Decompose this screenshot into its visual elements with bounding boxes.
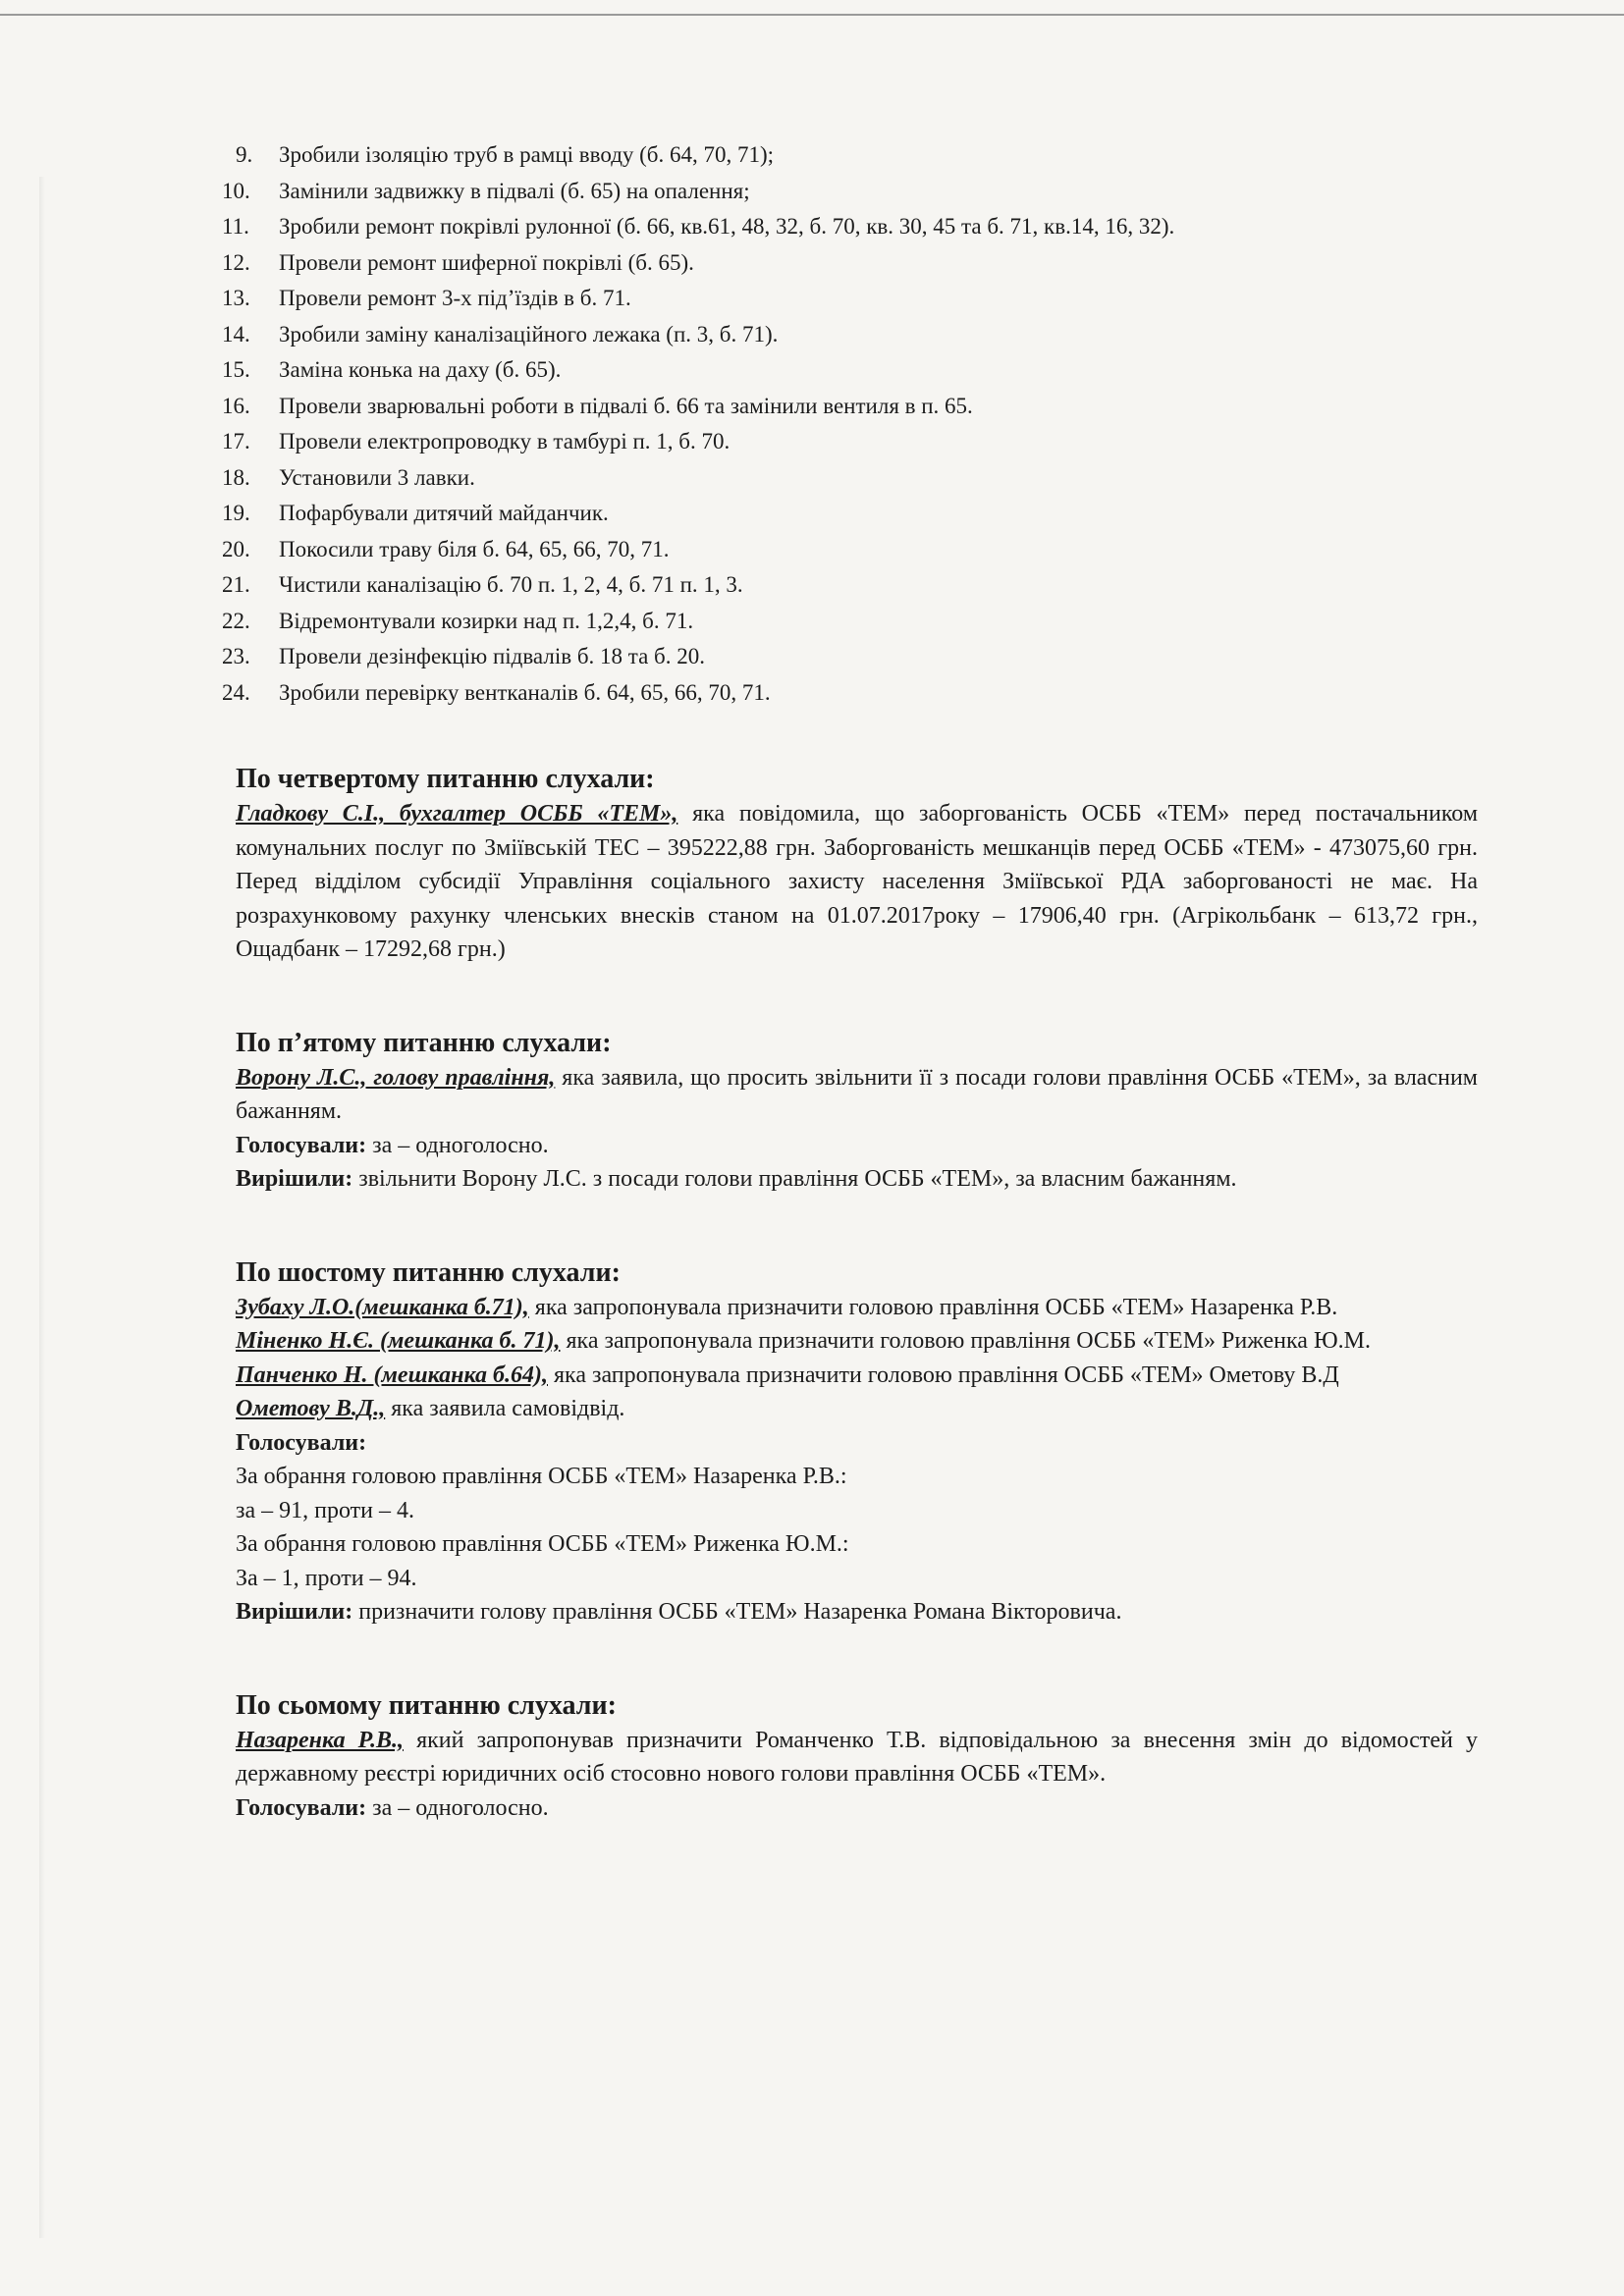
works-list-item bbox=[222, 281, 1478, 317]
q6-text-2: яка запропонувала призначити головою правління ОСББ «ТЕМ» Риженка Ю.М. bbox=[560, 1328, 1371, 1354]
list-item-number: 24. bbox=[222, 679, 250, 705]
list-item-text: Чистили каналізацію б. 70 п. 1, 2, 4, б. 71 п. 1, 3. bbox=[279, 572, 743, 597]
q6-text-3: яка запропонувала призначити головою правління ОСББ «ТЕМ» Ометову В.Д bbox=[548, 1362, 1339, 1388]
q7-vote bbox=[236, 1791, 1478, 1826]
works-list-item bbox=[222, 532, 1478, 568]
q6-vote-2: За обрання головою правління ОСББ «ТЕМ» Риженка Ю.М.: bbox=[236, 1531, 849, 1557]
q6-vote-label: Голосували: bbox=[236, 1429, 367, 1456]
q5-decision bbox=[236, 1162, 1478, 1197]
works-list-item bbox=[236, 137, 1478, 174]
q6-proposal-3 bbox=[236, 1359, 1478, 1393]
q6-text-1: яка запропонувала призначити головою правління ОСББ «ТЕМ» Назаренка Р.В. bbox=[528, 1294, 1338, 1320]
q6-decision bbox=[236, 1595, 1478, 1629]
list-item-text: Відремонтували козирки над п. 1,2,4, б. 71. bbox=[279, 608, 694, 633]
q5-vote-text: за – одноголосно. bbox=[366, 1132, 549, 1158]
q6-decision-label: Вирішили: bbox=[236, 1599, 353, 1625]
q7-speaker: Назаренка Р.В., bbox=[236, 1727, 404, 1753]
q5-vote bbox=[236, 1129, 1478, 1163]
list-item-text: Провели ремонт шиферної покрівлі (б. 65). bbox=[279, 249, 694, 275]
works-list-item bbox=[222, 639, 1478, 675]
works-list-item bbox=[222, 209, 1478, 245]
list-item-number: 15. bbox=[222, 357, 250, 382]
q6-vote-2-result: За – 1, проти – 94. bbox=[236, 1565, 417, 1591]
list-item-number: 19. bbox=[222, 501, 250, 525]
list-item-text: Провели зварювальні роботи в підвалі б. 66 та замінили вентиля в п. 65. bbox=[279, 393, 973, 418]
list-item-text: Провели дезінфекцію підвалів б. 18 та б. 20. bbox=[279, 644, 706, 668]
list-item-number: 23. bbox=[222, 644, 250, 668]
list-item-number: 16. bbox=[222, 393, 250, 418]
q6-speaker-4: Ометову В.Д., bbox=[236, 1396, 386, 1421]
q7-heading: По сьомому питанню слухали: bbox=[236, 1689, 617, 1721]
list-item-text: Установили 3 лавки. bbox=[279, 464, 475, 490]
works-list-item bbox=[222, 245, 1478, 282]
list-item-text: Провели ремонт 3-х під’їздів в б. 71. bbox=[279, 286, 631, 310]
list-item-text: Зробили перевірку вентканалів б. 64, 65, 66, 70, 71. bbox=[279, 679, 771, 705]
works-list-item bbox=[222, 389, 1478, 425]
q5-heading: По п’ятому питанню слухали: bbox=[236, 1027, 612, 1058]
works-list-item bbox=[222, 496, 1478, 532]
q5-decision-label: Вирішили: bbox=[236, 1166, 353, 1192]
list-item-number: 17. bbox=[222, 429, 250, 454]
list-item-text: Заміна конька на даху (б. 65). bbox=[279, 357, 562, 382]
works-list-item bbox=[222, 460, 1478, 497]
q5-text: яка заявила, що просить звільнити її з посади голови правління ОСББ «ТЕМ», за власним бажанням. bbox=[236, 1064, 1478, 1124]
works-list-item bbox=[222, 604, 1478, 640]
q6-speaker-3: Панченко Н. (мешканка б.64), bbox=[236, 1362, 548, 1388]
q5-decision-text: звільнити Ворону Л.С. з посади голови правління ОСББ «ТЕМ», за власним бажанням. bbox=[352, 1166, 1237, 1192]
q6-vote-1-result: за – 91, проти – 4. bbox=[236, 1497, 414, 1523]
q5-vote-label: Голосували: bbox=[236, 1132, 367, 1158]
scan-edge-line bbox=[0, 14, 1624, 16]
works-list-item bbox=[222, 174, 1478, 210]
list-item-number: 14. bbox=[222, 321, 250, 347]
works-list-item bbox=[222, 567, 1478, 604]
q7-text: який запропонував призначити Романченко Т.В. відповідальною за внесення змін до відомостей у державному реєстрі юридичних осіб стосовно нового голови правління ОСББ «ТЕМ». bbox=[236, 1727, 1478, 1787]
list-item-number: 18. bbox=[222, 464, 250, 490]
list-item-text: Замінили задвижку в підвалі (б. 65) на опалення; bbox=[279, 178, 750, 203]
list-item-text: Зробили заміну каналізаційного лежака (п. 3, б. 71). bbox=[279, 321, 779, 347]
list-item-number: 21. bbox=[222, 572, 250, 597]
q6-speaker-1: Зубаху Л.О.(мешканка б.71), bbox=[236, 1294, 529, 1320]
q7-vote-label: Голосували: bbox=[236, 1794, 367, 1821]
list-item-number: 22. bbox=[222, 608, 250, 633]
list-item-number: 9. bbox=[236, 142, 253, 167]
q4-paragraph bbox=[236, 797, 1478, 967]
works-list-item bbox=[222, 424, 1478, 460]
works-list-item bbox=[222, 675, 1478, 712]
q6-proposal-4 bbox=[236, 1392, 1478, 1426]
q6-text-4: яка заявила самовідвід. bbox=[385, 1396, 625, 1421]
q4-speaker: Гладкову С.І., бухгалтер ОСББ «ТЕМ», bbox=[236, 801, 678, 827]
list-item-number: 11. bbox=[222, 214, 249, 239]
list-item-number: 10. bbox=[222, 178, 250, 203]
q6-proposal-1 bbox=[236, 1291, 1478, 1325]
works-list-item bbox=[222, 317, 1478, 353]
document-body bbox=[222, 137, 1479, 1825]
scan-fold-shadow bbox=[39, 177, 45, 2238]
q4-text: яка повідомила, що заборгованість ОСББ «ТЕМ» перед постачальником комунальних послуг по Зміївській ТЕС – 395222,88 грн. Заборгованість мешканців перед ОСББ «ТЕМ» - 473075,60 грн. Перед відділом субсидії Управління соціального захисту населення Зміївської РДА заборгованості не має. На розрахунковому рахунку членських внесків станом на 01.07.2017року – 17906,40 грн. (Агрікольбанк – 613,72 грн., Ощадбанк – 17292,68 грн.) bbox=[236, 801, 1479, 962]
q6-speaker-2: Міненко Н.Є. (мешканка б. 71), bbox=[236, 1328, 561, 1354]
q7-vote-text: за – одноголосно. bbox=[366, 1794, 549, 1821]
works-list bbox=[222, 137, 1478, 711]
q5-speaker: Ворону Л.С., голову правління, bbox=[236, 1064, 556, 1091]
list-item-text: Зробили ремонт покрівлі рулонної (б. 66, кв.61, 48, 32, б. 70, кв. 30, 45 та б. 71, кв.14, 16, 32). bbox=[279, 214, 1175, 239]
list-item-text: Пофарбували дитячий майданчик. bbox=[279, 501, 609, 525]
list-item-number: 12. bbox=[222, 249, 250, 275]
list-item-text: Провели електропроводку в тамбурі п. 1, б. 70. bbox=[279, 429, 731, 454]
list-item-text: Покосили траву біля б. 64, 65, 66, 70, 71. bbox=[279, 536, 670, 561]
works-list-item bbox=[222, 352, 1478, 389]
q6-heading: По шостому питанню слухали: bbox=[236, 1256, 621, 1288]
q6-decision-text: призначити голову правління ОСББ «ТЕМ» Назаренка Романа Вікторовича. bbox=[352, 1599, 1122, 1625]
list-item-number: 13. bbox=[222, 286, 250, 310]
list-item-number: 20. bbox=[222, 536, 250, 561]
list-item-text: Зробили ізоляцію труб в рамці вводу (б. 64, 70, 71); bbox=[279, 142, 775, 167]
q6-proposal-2 bbox=[236, 1324, 1478, 1359]
q5-paragraph bbox=[236, 1061, 1478, 1129]
q4-heading: По четвертому питанню слухали: bbox=[236, 764, 655, 794]
q7-paragraph bbox=[236, 1724, 1478, 1791]
q6-vote-1: За обрання головою правління ОСББ «ТЕМ» Назаренка Р.В.: bbox=[236, 1464, 847, 1489]
